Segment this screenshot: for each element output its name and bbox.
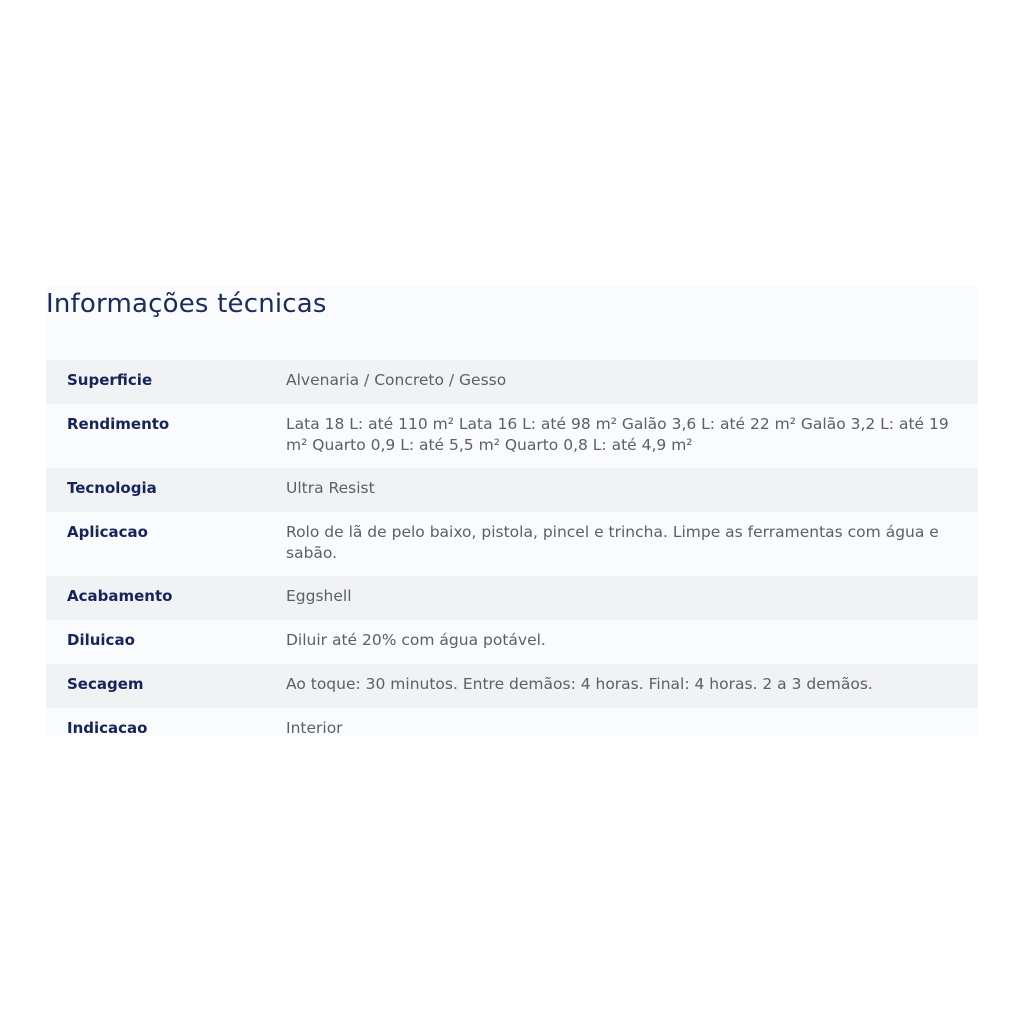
spec-label: Tecnologia: [67, 479, 157, 497]
section-title: Informações técnicas: [46, 289, 327, 319]
spec-label: Secagem: [67, 675, 144, 693]
spec-value: Rolo de lã de pelo baixo, pistola, pincel e trincha. Limpe as ferramentas com água e sabão.: [286, 523, 939, 562]
technical-info-panel: [46, 286, 978, 736]
spec-row-rendimento: [46, 404, 978, 468]
spec-row-acabamento: [46, 576, 978, 620]
spec-value: Lata 18 L: até 110 m² Lata 16 L: até 98 m² Galão 3,6 L: até 22 m² Galão 3,2 L: até 19 m² Quarto 0,9 L: até 5,5 m² Quarto 0,8 L: até 4,9 m²: [286, 415, 949, 454]
spec-value: Diluir até 20% com água potável.: [286, 631, 546, 649]
spec-label: Acabamento: [67, 587, 173, 605]
spec-label: Aplicacao: [67, 523, 148, 541]
spec-row-tecnologia: [46, 468, 978, 512]
spec-label: Indicacao: [67, 719, 148, 736]
spec-value: Ultra Resist: [286, 479, 375, 497]
spec-row-indicacao: [46, 708, 978, 736]
spec-value: Alvenaria / Concreto / Gesso: [286, 371, 507, 389]
spec-value: Ao toque: 30 minutos. Entre demãos: 4 horas. Final: 4 horas. 2 a 3 demãos.: [286, 675, 873, 693]
spec-row-secagem: [46, 664, 978, 708]
spec-table: [46, 360, 978, 736]
spec-value: Eggshell: [286, 587, 352, 605]
spec-value: Interior: [286, 719, 343, 736]
spec-row-diluicao: [46, 620, 978, 664]
spec-row-aplicacao: [46, 512, 978, 576]
spec-label: Rendimento: [67, 415, 170, 433]
spec-label: Superficie: [67, 371, 153, 389]
spec-label: Diluicao: [67, 631, 135, 649]
spec-row-superficie: [46, 360, 978, 404]
